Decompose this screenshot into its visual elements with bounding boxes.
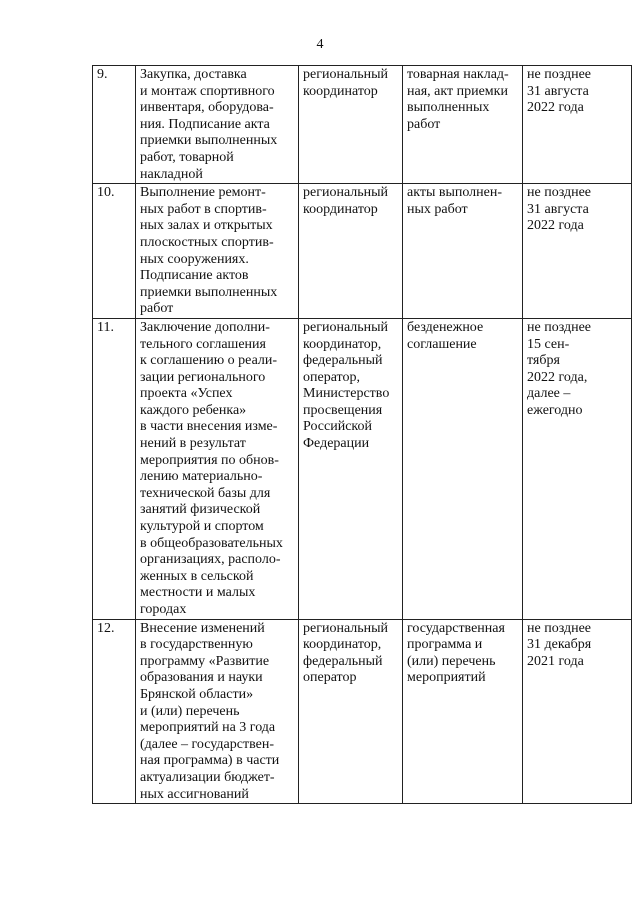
table-row xyxy=(93,66,632,184)
document-cell: акты выполнен- ных работ xyxy=(403,184,523,319)
responsible-cell: региональный координатор xyxy=(299,184,403,319)
table-row xyxy=(93,318,632,619)
table-row xyxy=(93,184,632,319)
responsible-cell: региональный координатор xyxy=(299,66,403,184)
table-row xyxy=(93,619,632,804)
document-cell: безденежное соглашение xyxy=(403,318,523,619)
page-number: 4 xyxy=(316,37,324,52)
row-number: 12. xyxy=(93,619,136,804)
responsible-cell: региональный координатор, федеральный оператор, Министерство просвещения Российской Федерации xyxy=(299,318,403,619)
activity-table xyxy=(92,65,632,804)
action-cell: Заключение дополни- тельного соглашения к соглашению о реали- зации регионального проекта «Успех каждого ребенка» в части внесения изме- нений в результат мероприятия по обнов- лению материально- технической базы для занятий физической культурой и спортом в общеобразовательных организациях, располо- женных в сельской местности и малых городах xyxy=(136,318,299,619)
action-cell: Внесение изменений в государственную программу «Развитие образования и науки Брянской области» и (или) перечень мероприятий на 3 года (далее – государствен- ная программа) в части актуализации бюджет- ных ассигнований xyxy=(136,619,299,804)
action-cell: Выполнение ремонт- ных работ в спортив- ных залах и открытых плоскостных спортив- ных сооружениях. Подписание актов приемки выполненных работ xyxy=(136,184,299,319)
document-cell: государственная программа и (или) перечень мероприятий xyxy=(403,619,523,804)
responsible-cell: региональный координатор, федеральный оператор xyxy=(299,619,403,804)
row-number: 10. xyxy=(93,184,136,319)
action-cell: Закупка, доставка и монтаж спортивного инвентаря, оборудова- ния. Подписание акта приемки выполненных работ, товарной накладной xyxy=(136,66,299,184)
deadline-cell: не позднее 15 сен- тября 2022 года, далее – ежегодно xyxy=(523,318,632,619)
row-number: 11. xyxy=(93,318,136,619)
row-number: 9. xyxy=(93,66,136,184)
deadline-cell: не позднее 31 августа 2022 года xyxy=(523,184,632,319)
deadline-cell: не позднее 31 августа 2022 года xyxy=(523,66,632,184)
deadline-cell: не позднее 31 декабря 2021 года xyxy=(523,619,632,804)
document-cell: товарная наклад- ная, акт приемки выполненных работ xyxy=(403,66,523,184)
